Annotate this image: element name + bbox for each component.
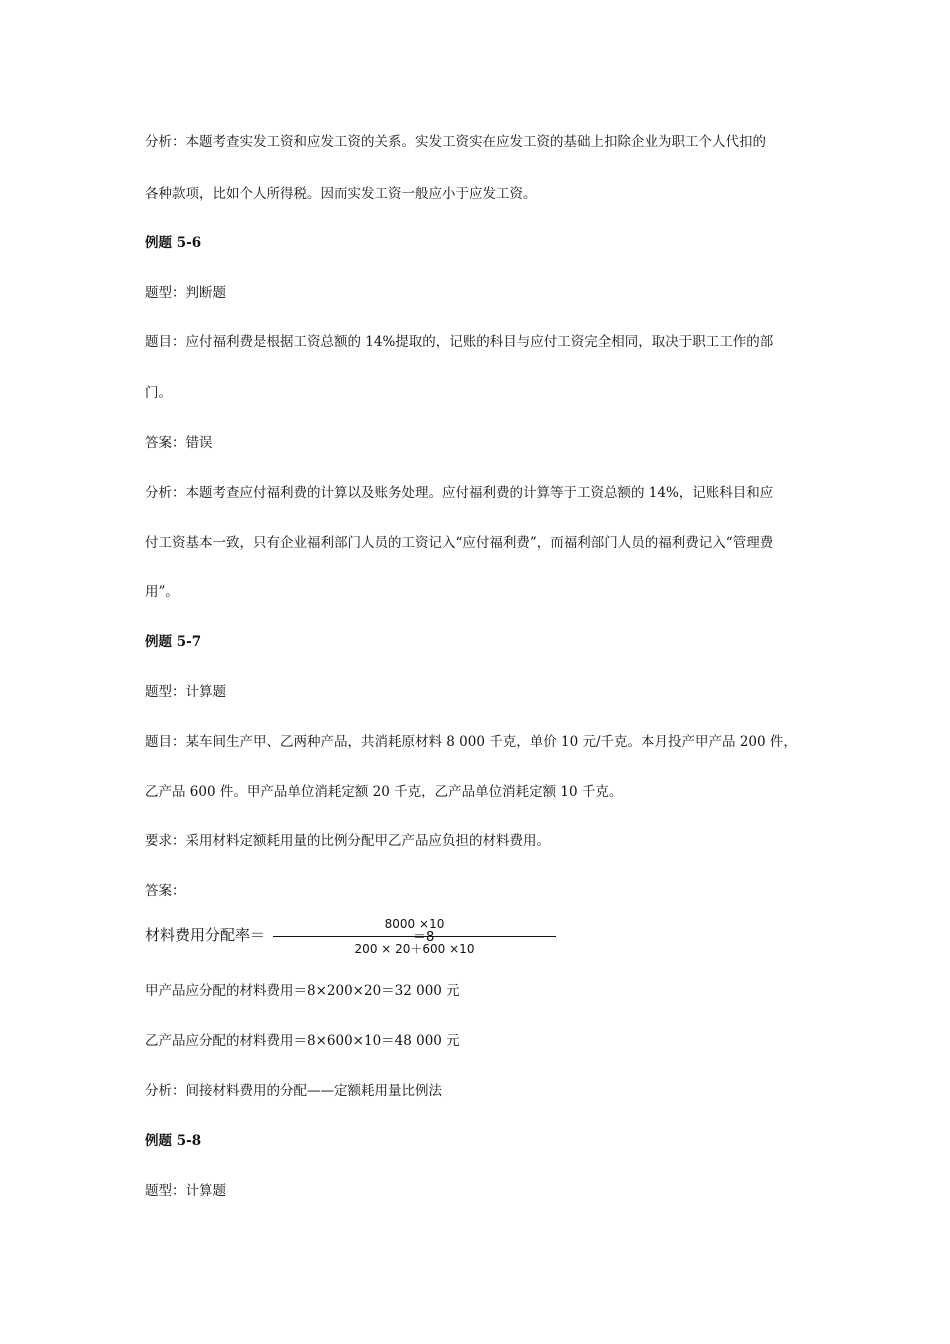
example-5-6-question-line-1: 题目：应付福利费是根据工资总额的 14%提取的，记账的科目与应付工资完全相同，取决于职工工作的部: [145, 334, 774, 350]
example-5-6-analysis-line-1: 分析：本题考查应付福利费的计算以及账务处理。应付福利费的计算等于工资总额的 14%，记账科目和应: [145, 485, 774, 501]
example-5-6-type: 题型：判断题: [145, 285, 226, 301]
example-5-7-requirement: 要求：采用材料定额耗用量的比例分配甲乙产品应负担的材料费用。: [145, 833, 550, 849]
example-5-7-answer-label: 答案：: [145, 883, 186, 899]
allocation-rate-formula: [145, 912, 505, 960]
product-b-cost: 乙产品应分配的材料费用＝8×600×10＝48 000 元: [145, 1033, 460, 1049]
formula-denominator: 200 × 20＋600 ×10: [354, 942, 475, 956]
example-5-7-heading: 例题 5-7: [145, 634, 202, 650]
example-5-6-analysis-line-2: 付工资基本一致，只有企业福利部门人员的工资记入“应付福利费”，而福利部门人员的福利费记入“管理费: [145, 535, 774, 551]
formula-result: ＝8: [413, 930, 435, 945]
product-a-cost: 甲产品应分配的材料费用＝8×200×20＝32 000 元: [145, 983, 460, 999]
example-5-8-type: 题型：计算题: [145, 1183, 226, 1199]
formula-lhs: 材料费用分配率＝: [145, 926, 266, 944]
example-5-8-heading: 例题 5-8: [145, 1133, 202, 1149]
analysis-5-5-line-1: 分析：本题考查实发工资和应发工资的关系。实发工资实在应发工资的基础上扣除企业为职工个人代扣的: [145, 134, 766, 150]
example-5-6-answer: 答案：错误: [145, 435, 213, 451]
example-5-7-question-line-1: 题目：某车间生产甲、乙两种产品，共消耗原材料 8 000 千克，单价 10 元/千克。本月投产甲产品 200 件，: [145, 734, 797, 750]
example-5-7-analysis: 分析：间接材料费用的分配——定额耗用量比例法: [145, 1083, 442, 1099]
example-5-6-heading: 例题 5-6: [145, 235, 202, 251]
example-5-7-question-line-2: 乙产品 600 件。甲产品单位消耗定额 20 千克，乙产品单位消耗定额 10 千克。: [145, 784, 623, 800]
formula-numerator: 8000 ×10: [384, 917, 445, 931]
example-5-6-question-line-2: 门。: [145, 385, 172, 401]
example-5-7-type: 题型：计算题: [145, 684, 226, 700]
analysis-5-5-line-2: 各种款项，比如个人所得税。因而实发工资一般应小于应发工资。: [145, 186, 537, 202]
example-5-6-analysis-line-3: 用”。: [145, 584, 179, 600]
